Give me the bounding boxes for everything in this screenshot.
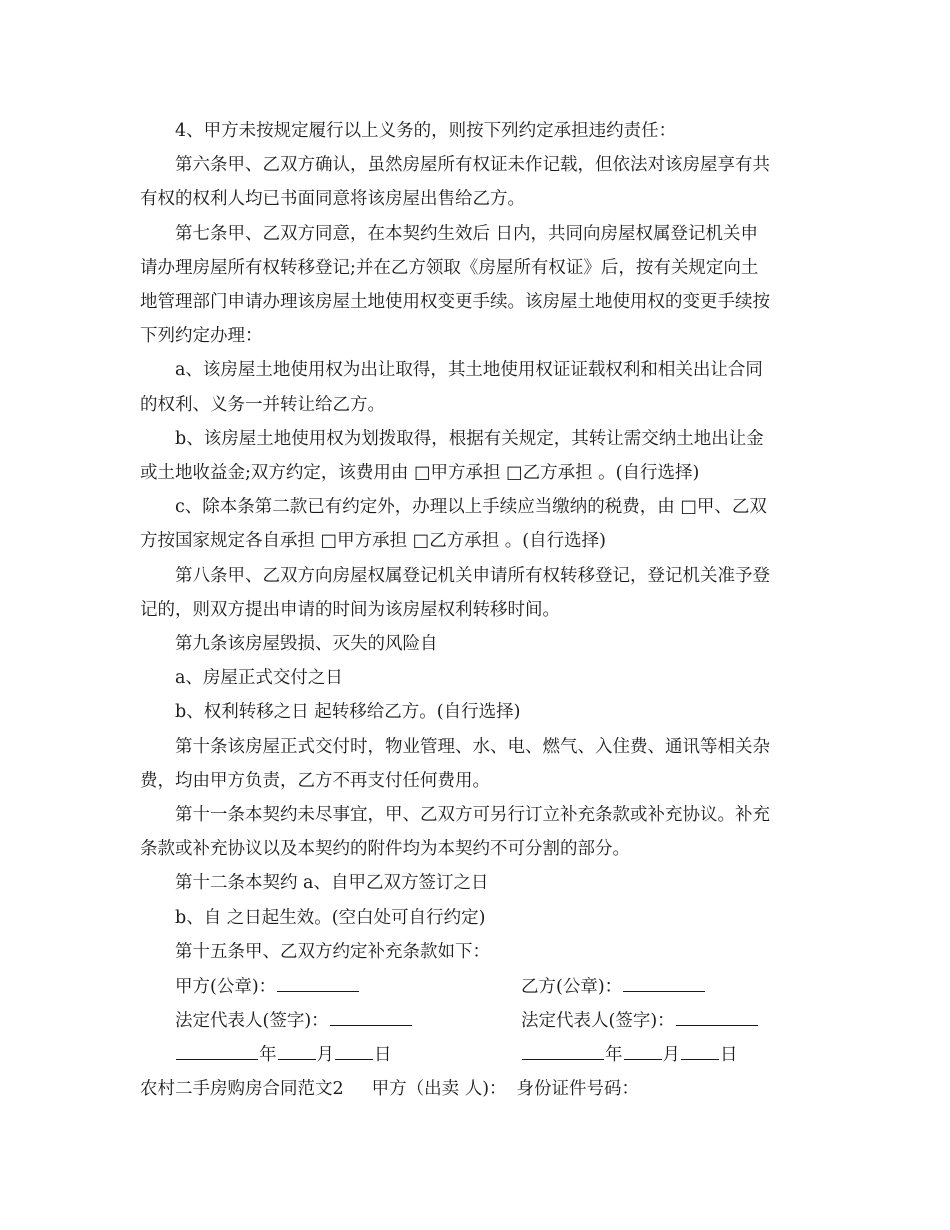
paragraph-line: 第十条该房屋正式交付时，物业管理、水、电、燃气、入住费、通讯等相关杂 xyxy=(175,736,770,757)
party-b-rep-label: 法定代表人(签字)： xyxy=(521,1011,675,1032)
party-b-seal-blank[interactable] xyxy=(623,969,705,992)
party-a-seal xyxy=(175,969,360,1004)
seller-label: 甲方（出卖 人)： xyxy=(371,1078,507,1099)
next-contract-heading xyxy=(140,1072,820,1106)
party-a-day-blank[interactable] xyxy=(335,1037,373,1060)
paragraph-line: 条款或补充协议以及本契约的附件均为本契约不可分割的部分。 xyxy=(140,839,630,860)
paragraph-line: a、房屋正式交付之日 xyxy=(175,668,343,689)
party-b-day-blank[interactable] xyxy=(681,1037,719,1060)
party-a-date xyxy=(175,1037,392,1072)
paragraph-line: 4、甲方未按规定履行以上义务的，则按下列约定承担违约责任： xyxy=(175,121,677,141)
date-row xyxy=(140,1037,820,1071)
paragraph-line: 方按国家规定各自承担 □甲方承担 □乙方承担 。(自行选择) xyxy=(140,531,606,552)
party-b-month-blank[interactable] xyxy=(624,1037,662,1060)
next-contract-title: 农村二手房购房合同范文2 xyxy=(140,1078,344,1099)
paragraph-line: 记的，则双方提出申请的时间为该房屋权利转移时间。 xyxy=(140,599,560,620)
year-label: 年 xyxy=(259,1045,277,1066)
party-b-seal-label: 乙方(公章)： xyxy=(521,977,623,998)
paragraph-line: c、除本条第二款已有约定外，办理以上手续应当缴纳的税费，由 □甲、乙双 xyxy=(175,497,767,518)
party-a-rep-blank[interactable] xyxy=(330,1003,412,1026)
party-b-year-blank[interactable] xyxy=(522,1037,604,1060)
paragraph-line: 的权利、义务一并转让给乙方。 xyxy=(140,394,385,415)
paragraph-line: a、该房屋土地使用权为出让取得，其土地使用权证证载权利和相关出让合同 xyxy=(175,360,763,381)
paragraph-line: 第十五条甲、乙双方约定补充条款如下： xyxy=(175,941,490,962)
paragraph-line: b、自 之日起生效。(空白处可自行约定) xyxy=(175,907,486,928)
party-b-rep-blank[interactable] xyxy=(676,1003,758,1026)
contract-body xyxy=(140,114,820,1106)
day-label: 日 xyxy=(374,1045,392,1066)
month-label: 月 xyxy=(316,1045,334,1066)
party-a-seal-blank[interactable] xyxy=(277,969,359,992)
party-a-rep xyxy=(175,1003,413,1038)
representative-row xyxy=(140,1003,820,1037)
paragraph-line: 或土地收益金;双方约定，该费用由 □甲方承担 □乙方承担 。(自行选择) xyxy=(140,463,700,484)
paragraph-line: 第十一条本契约未尽事宜，甲、乙双方可另行订立补充条款或补充协议。补充 xyxy=(175,805,770,826)
party-a-year-blank[interactable] xyxy=(176,1037,258,1060)
paragraph-line: 有权的权利人均已书面同意将该房屋出售给乙方。 xyxy=(140,189,525,210)
paragraph-line: 费，均由甲方负责，乙方不再支付任何费用。 xyxy=(140,770,490,791)
id-number-label: 身份证件号码： xyxy=(516,1078,640,1099)
paragraph-line: 请办理房屋所有权转移登记;并在乙方领取《房屋所有权证》后，按有关规定向土 xyxy=(140,257,759,278)
day-label: 日 xyxy=(720,1045,738,1066)
party-seal-row xyxy=(140,969,820,1003)
party-a-month-blank[interactable] xyxy=(278,1037,316,1060)
party-a-seal-label: 甲方(公章)： xyxy=(175,977,277,998)
party-a-rep-label: 法定代表人(签字)： xyxy=(175,1011,329,1032)
paragraph-line: 下列约定办理： xyxy=(140,326,263,347)
party-b-rep xyxy=(521,1003,759,1038)
paragraph-line: b、权利转移之日 起转移给乙方。(自行选择) xyxy=(175,702,521,723)
paragraph-line: 第七条甲、乙双方同意，在本契约生效后 日内，共同向房屋权属登记机关申 xyxy=(175,223,759,244)
paragraph-line: 第六条甲、乙双方确认，虽然房屋所有权证未作记载，但依法对该房屋享有共 xyxy=(175,155,770,176)
paragraph-list xyxy=(140,114,820,969)
month-label: 月 xyxy=(662,1045,680,1066)
party-b-seal xyxy=(521,969,706,1004)
party-b-date xyxy=(521,1037,738,1072)
paragraph-line: 第十二条本契约 a、自甲乙双方签订之日 xyxy=(175,873,489,894)
paragraph-line: b、该房屋土地使用权为划拨取得，根据有关规定，其转让需交纳土地出让金 xyxy=(175,428,764,449)
year-label: 年 xyxy=(605,1045,623,1066)
paragraph-line: 地管理部门申请办理该房屋土地使用权变更手续。该房屋土地使用权的变更手续按 xyxy=(140,292,770,313)
paragraph-line: 第九条该房屋毁损、灭失的风险自 xyxy=(175,634,438,655)
paragraph-line: 第八条甲、乙双方向房屋权属登记机关申请所有权转移登记，登记机关准予登 xyxy=(175,565,770,586)
